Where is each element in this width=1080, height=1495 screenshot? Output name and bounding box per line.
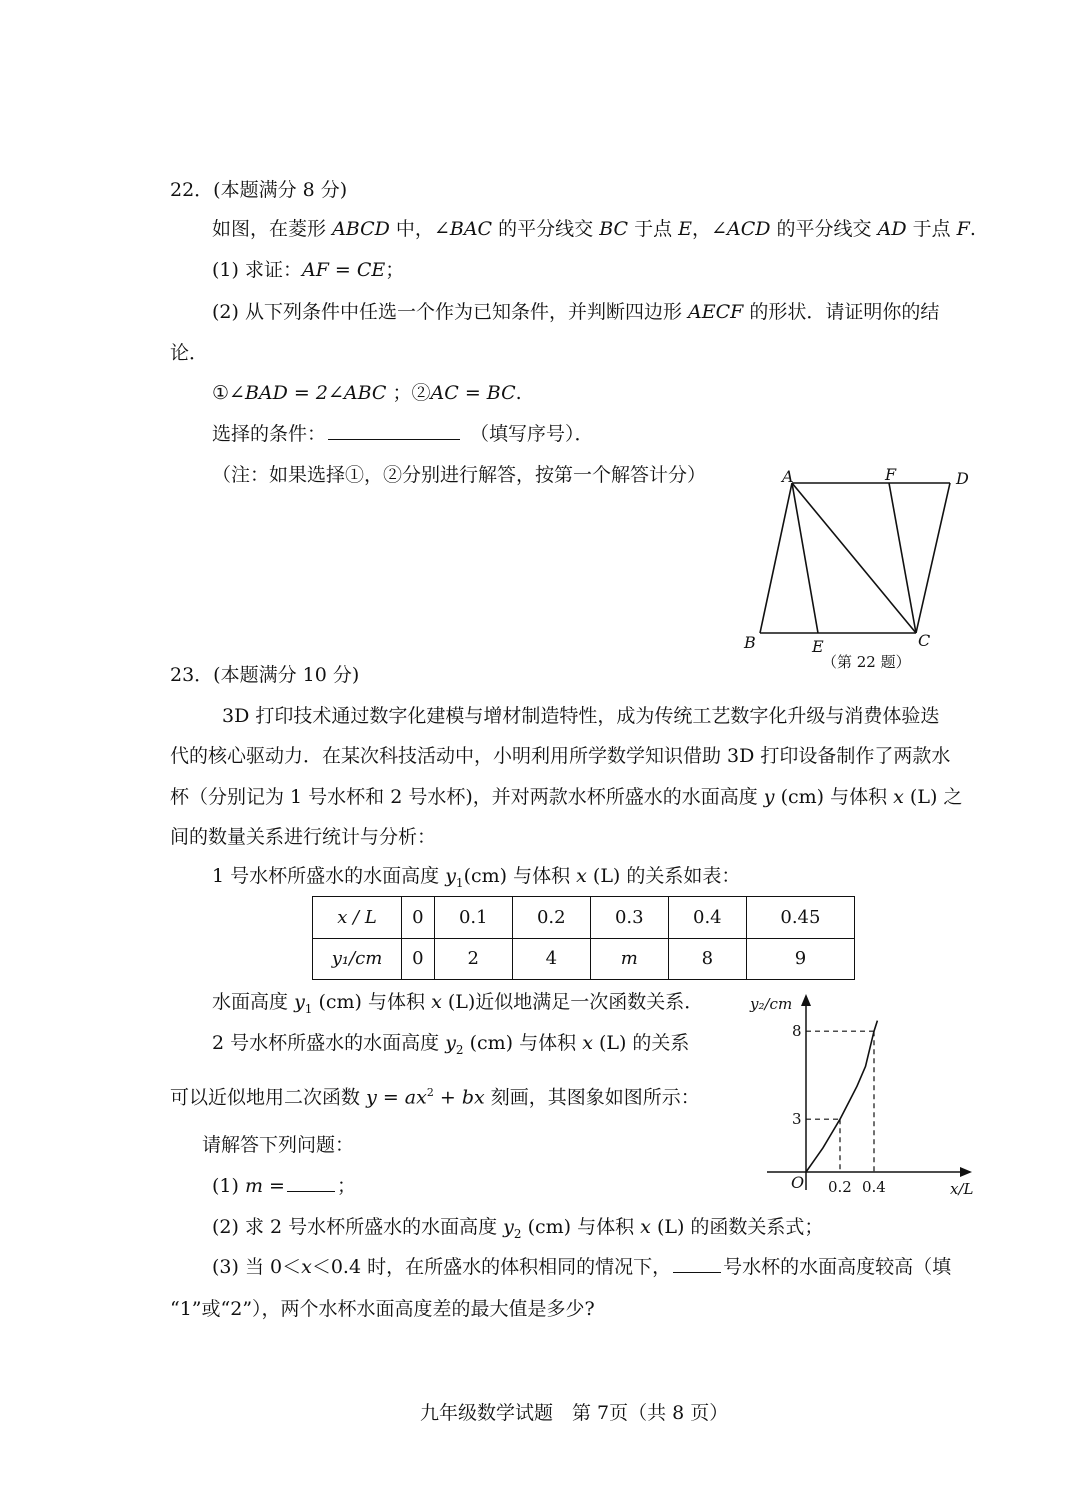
table-cell: 4: [512, 938, 590, 980]
page-footer: 九年级数学试题 第 7页（共 8 页）: [420, 1402, 729, 1424]
table-cell: 0.3: [590, 897, 668, 939]
q23-para-line3: 杯（分别记为 1 号水杯和 2 号水杯)，并对两款水杯所盛水的水面高度 y (cm) 与体积 x (L) 之: [170, 786, 963, 808]
table-intro: 1 号水杯所盛水的水面高度 $y_1(cm)$ 与体积 x (L) 的关系如表：: [212, 865, 741, 890]
table-cell: 0.2: [512, 897, 590, 939]
q22-conditions: ①∠BAD = 2∠ABC ；②AC = BC.: [212, 382, 522, 404]
table-header-cell: x / L: [313, 897, 402, 939]
label-c: C: [918, 631, 931, 650]
m-answer-blank[interactable]: [287, 1173, 335, 1192]
x-axis-arrow: [960, 1167, 972, 1177]
condition-answer-blank[interactable]: [328, 421, 460, 440]
quadratic-note-line1: 2 号水杯所盛水的水面高度 $y_2$ (cm) 与体积 x (L) 的关系: [212, 1032, 690, 1057]
q22-line1: 如图，在菱形 ABCD 中，∠BAC 的平分线交 BC 于点 E，∠ACD 的平分线交 AD 于点 F.: [212, 218, 976, 240]
q23-para-line1: 3D 打印技术通过数字化建模与增材制造特性，成为传统工艺数字化升级与消费体验迭: [222, 705, 940, 727]
label-d: D: [956, 469, 969, 488]
table-cell: 0.1: [434, 897, 512, 939]
quadratic-note-line2: 可以近似地用二次函数 $y = ax^2$ + bx 刻画，其图象如图所示：: [170, 1086, 700, 1109]
segment-cf: [889, 483, 916, 633]
sub-question-2: (2) 求 2 号水杯所盛水的水面高度 $y_2$ (cm) 与体积 x (L) 的函数关系式；: [212, 1216, 824, 1241]
edge-dc: [916, 483, 950, 633]
sub-question-3: (3) 当 0＜x＜0.4 时，在所盛水的体积相同的情况下， 号水杯的水面高度较高（填: [212, 1256, 952, 1278]
y-tick-label-0: 3: [792, 1110, 802, 1129]
cup-answer-blank[interactable]: [673, 1254, 721, 1273]
table-cell: 8: [668, 938, 746, 980]
table-row: [313, 938, 855, 980]
q23-para-line2: 代的核心驱动力．在某次科技活动中，小明利用所学数学知识借助 3D 打印设备制作了两款水: [170, 745, 951, 767]
x-axis-label: x/L: [950, 1180, 974, 1198]
sub-question-1: (1) m = ；: [212, 1175, 356, 1197]
edge-ab: [760, 483, 792, 633]
q22-part1: (1) 求证：AF = CE；: [212, 259, 405, 281]
table-cell: 0: [402, 938, 435, 980]
table-header-cell: y₁/cm: [313, 938, 402, 980]
q22-part2-cont: 论．: [170, 342, 209, 364]
label-a: A: [782, 467, 794, 486]
label-f: F: [885, 465, 897, 484]
q22-part2: (2) 从下列条件中任选一个作为已知条件，并判断四边形 AECF 的形状．请证明你的结: [212, 301, 940, 323]
figure-caption: （第 22 题）: [822, 653, 911, 671]
label-b: B: [744, 633, 756, 652]
cup1-table: [312, 896, 855, 980]
q23-para-line4: 间的数量关系进行统计与分析：: [170, 826, 437, 848]
q22-choose-line: 选择的条件： （填写序号）．: [212, 423, 594, 445]
x-tick-label-1: 0.4: [862, 1178, 886, 1196]
parabola-chart: [745, 985, 985, 1205]
rhombus-figure: [730, 460, 990, 675]
parabola-curve: [806, 1021, 877, 1172]
origin-label: O: [791, 1173, 805, 1192]
linear-note: 水面高度 $y_1$ (cm) 与体积 x (L)近似地满足一次函数关系．: [212, 991, 704, 1016]
y-axis-label: y₂/cm: [750, 995, 793, 1013]
please-answer: 请解答下列问题：: [202, 1134, 355, 1156]
label-e: E: [812, 637, 824, 656]
table-cell: 0.4: [668, 897, 746, 939]
x-tick-label-0: 0.2: [828, 1178, 852, 1196]
diagonal-ac: [792, 483, 916, 633]
y-tick-label-1: 8: [792, 1022, 802, 1041]
table-cell: 2: [434, 938, 512, 980]
table-cell: 0.45: [746, 897, 854, 939]
table-cell: 9: [746, 938, 854, 980]
segment-ae: [792, 483, 818, 633]
table-cell: 0: [402, 897, 435, 939]
y-axis-arrow: [801, 994, 811, 1006]
sub-question-3-cont: “1”或“2”），两个水杯水面高度差的最大值是多少?: [170, 1298, 595, 1320]
q22-note: （注：如果选择①，②分别进行解答，按第一个解答计分）: [212, 464, 707, 486]
q23-header: 23．(本题满分 10 分): [170, 664, 360, 686]
q22-header: 22．(本题满分 8 分): [170, 179, 348, 201]
table-row: [313, 897, 855, 939]
table-cell: m: [590, 938, 668, 980]
